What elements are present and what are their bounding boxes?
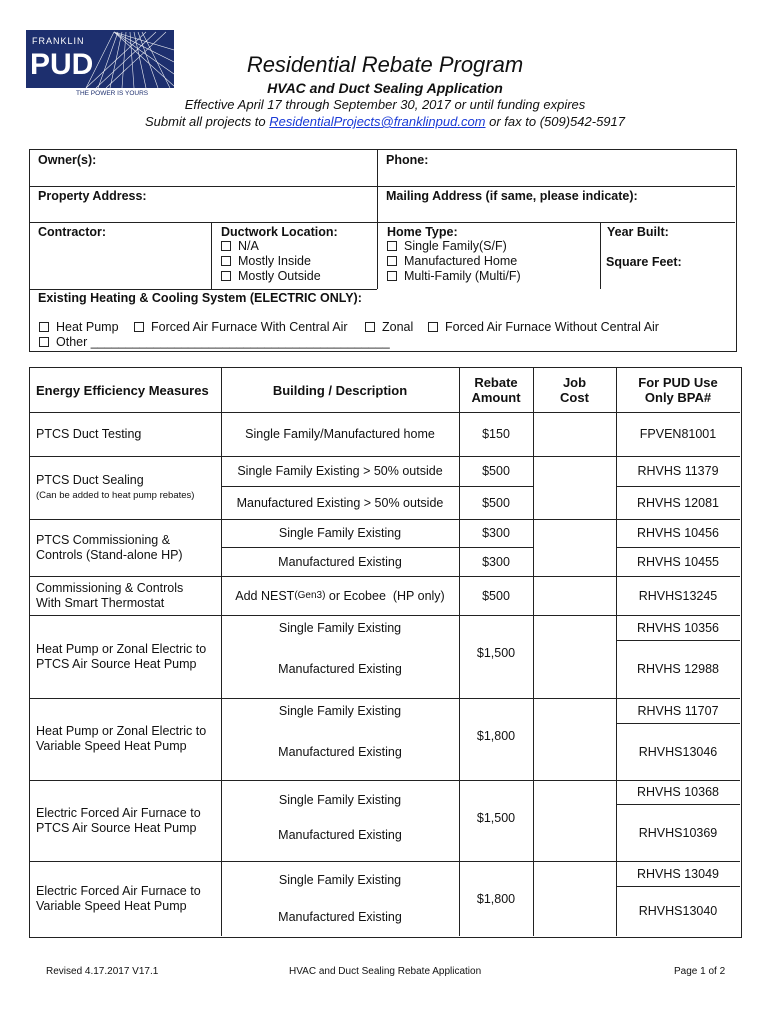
measures-table (29, 367, 742, 938)
header-rebate: Rebate Amount (471, 375, 521, 405)
ductwork-na-checkbox[interactable]: N/A (221, 239, 259, 253)
desc-cell: Manufactured Existing (278, 744, 402, 759)
rebate-cell: $1,500 (476, 646, 516, 660)
measure-hp-to-variable-speed: Heat Pump or Zonal Electric to Variable Speed Heat Pump (36, 724, 207, 753)
desc-cell: Single Family Existing (278, 873, 402, 887)
bpa-cell: FPVEN81001 (639, 427, 717, 441)
desc-cell: Single Family/Manufactured home (245, 427, 435, 441)
logo-pud-text: PUD (30, 48, 94, 81)
desc-cell: Add NEST (Gen3) or Ecobee (HP only) (235, 588, 445, 603)
bpa-cell: RHVHS 12988 (637, 662, 719, 676)
logo-tagline-text: THE POWER IS YOURS (76, 90, 149, 96)
desc-cell: Manufactured Existing (278, 554, 402, 569)
desc-cell: Manufactured Existing (278, 662, 402, 676)
system-heat-pump-checkbox[interactable]: Heat Pump (39, 320, 119, 334)
desc-cell: Single Family Existing (278, 620, 402, 635)
home-type-label: Home Type: (387, 225, 458, 239)
measure-duct-testing: PTCS Duct Testing (36, 426, 142, 441)
desc-cell: Manufactured Existing (278, 910, 402, 924)
footer-revised: Revised 4.17.2017 V17.1 (46, 966, 159, 977)
header-pud-use: For PUD Use Only BPA# (638, 375, 718, 405)
bpa-cell: RHVHS 11707 (637, 703, 719, 718)
system-forced-air-no-central-air-checkbox[interactable]: Forced Air Furnace Without Central Air (428, 320, 659, 334)
rebate-cell: $1,800 (476, 729, 516, 743)
bpa-cell: RHVHS 10456 (637, 526, 719, 540)
rebate-cell: $500 (482, 495, 510, 510)
bpa-cell: RHVHS 12081 (637, 495, 719, 510)
bpa-cell: RHVHS13245 (638, 588, 718, 603)
rebate-cell: $300 (482, 526, 510, 540)
effective-dates: Effective April 17 through September 30, 2017 or until funding expires (184, 97, 586, 112)
home-type-single-family-checkbox[interactable]: Single Family(S/F) (387, 239, 507, 253)
rebate-cell: $500 (482, 588, 510, 603)
property-address-label: Property Address: (38, 189, 147, 203)
system-zonal-checkbox[interactable]: Zonal (365, 320, 413, 334)
submit-email-link[interactable]: ResidentialProjects@franklinpud.com (269, 114, 486, 129)
measure-smart-thermostat: Commissioning & Controls With Smart Thermostat (36, 580, 184, 610)
bpa-cell: RHVHS13040 (638, 904, 718, 918)
ductwork-location-label: Ductwork Location: (221, 225, 338, 239)
bpa-cell: RHVHS 10356 (637, 620, 719, 635)
desc-cell: Single Family Existing (278, 703, 402, 718)
bpa-cell: RHVHS10369 (638, 825, 718, 840)
desc-cell: Manufactured Existing (278, 827, 402, 842)
bpa-cell: RHVHS 10368 (637, 785, 719, 799)
header-job-cost: Job Cost (560, 375, 589, 405)
system-forced-air-central-air-checkbox[interactable]: Forced Air Furnace With Central Air (134, 320, 348, 334)
system-other-checkbox[interactable]: Other ___________________________________________ (39, 335, 390, 349)
phone-label: Phone: (386, 153, 429, 167)
header-building: Building / Description (272, 382, 408, 398)
mailing-address-label: Mailing Address (if same, please indicate): (386, 189, 638, 203)
ductwork-mostly-inside-checkbox[interactable]: Mostly Inside (221, 254, 311, 268)
bpa-cell: RHVHS 10455 (637, 554, 719, 569)
bpa-cell: RHVHS 11379 (637, 464, 719, 478)
page-subtitle: HVAC and Duct Sealing Application (267, 80, 503, 96)
measure-ptcs-commissioning: PTCS Commissioning & Controls (Stand-alone HP) (36, 532, 183, 562)
ductwork-mostly-outside-checkbox[interactable]: Mostly Outside (221, 269, 321, 283)
desc-cell: Single Family Existing (278, 793, 402, 807)
desc-cell: Single Family Existing > 50% outside (237, 464, 443, 478)
rebate-cell: $1,500 (476, 811, 516, 825)
owners-label: Owner(s): (38, 153, 97, 167)
rebate-cell: $500 (482, 464, 510, 478)
desc-cell: Single Family Existing (278, 526, 402, 540)
year-built-label: Year Built: (607, 225, 669, 239)
measure-duct-sealing: PTCS Duct Sealing (Can be added to heat pump rebates) (36, 472, 195, 501)
rebate-cell: $300 (482, 554, 510, 569)
home-type-manufactured-checkbox[interactable]: Manufactured Home (387, 254, 517, 268)
square-feet-label: Square Feet: (606, 255, 682, 269)
desc-cell: Manufactured Existing > 50% outside (236, 495, 444, 510)
page-title: Residential Rebate Program (246, 52, 524, 77)
measure-furnace-to-variable-speed: Electric Forced Air Furnace to Variable Speed Heat Pump (36, 883, 201, 913)
home-type-multi-family-checkbox[interactable]: Multi-Family (Multi/F) (387, 269, 521, 283)
measure-hp-to-ptcs: Heat Pump or Zonal Electric to PTCS Air Source Heat Pump (36, 641, 207, 671)
bpa-cell: RHVHS13046 (638, 744, 718, 759)
footer-title: HVAC and Duct Sealing Rebate Application (289, 966, 482, 977)
bpa-cell: RHVHS 13049 (637, 866, 719, 881)
rebate-cell: $1,800 (476, 891, 516, 906)
measure-furnace-to-ptcs: Electric Forced Air Furnace to PTCS Air Source Heat Pump (36, 805, 201, 835)
submit-instructions: Submit all projects to ResidentialProjects@franklinpud.com or fax to (509)542-5917 (144, 114, 625, 129)
rebate-cell: $150 (482, 427, 510, 441)
logo-franklin-text: FRANKLIN (32, 36, 85, 46)
applicant-info-box (29, 149, 737, 352)
existing-system-label: Existing Heating & Cooling System (ELECTRIC ONLY): (38, 291, 362, 305)
header-measures: Energy Efficiency Measures (36, 382, 209, 398)
footer-page-number: Page 1 of 2 (674, 966, 726, 977)
contractor-label: Contractor: (38, 225, 107, 239)
duct-sealing-note: (Can be added to heat pump rebates) (36, 489, 195, 501)
